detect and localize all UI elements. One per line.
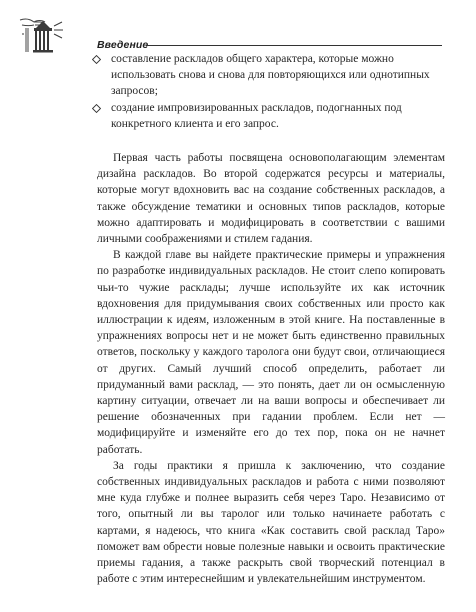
- paragraph: Первая часть работы посвящена основополагающим элементам дизайна раскладов. Во второй содержатся ресурсы и материалы, которые могут вдохновить вас на создание собственных раскладов, а также обсуждение тематики и основных типов раскладов, которые можно адаптировать и модифицировать в соответствии с вашими личными соображениями и стилем гадания.: [97, 152, 445, 246]
- paragraph: За годы практики я пришла к заключению, что создание собственных индивидуальных раскладов и работа с ними позволяют мне куда глубже и полнее выразить себя через Таро. Независимо от того, опытный ли вы таролог или только начинаете работать с картами, я надеюсь, что книга «Как составить свой расклад Таро» поможет вам обрести новые полезные навыки и освоить практические приемы гадания, а также раскрыть свой творческий потенциал в работе с этим интереснейшим и увлекательнейшим инструментом.: [97, 459, 445, 586]
- paragraph: В каждой главе вы найдете практические примеры и упражнения по разработке индивидуальных раскладов. Не стоит слепо копировать чьи-то чужие расклады; лучше используйте их как источник вдохновения для придумывания своих собственных или просто как иллюстрации к идеям, изложенным в этой книге. На поставленные в упражнениях вопросы нет и не может быть единственно правильных ответов, поскольку у каждого таролога они будут свои, отличающиеся от других. Самый лучший способ определить, работает ли придуманный вами расклад, — это понять, дает ли он осмысленную картину ситуации, отвечает ли на ваши вопросы и обеспечивает ли решение обозначенных при гадании проблем. Если нет — модифицируйте и изменяйте его до тех пор, пока он не начнет работать.: [97, 249, 445, 456]
- header-rule: [146, 45, 442, 46]
- diamond-bullet-icon: [92, 104, 101, 113]
- list-item: [92, 51, 444, 99]
- bullet-text: создание импровизированных раскладов, подогнанных под конкретного клиента и его запрос.: [111, 102, 402, 130]
- bullet-list: [92, 51, 444, 133]
- list-item: [92, 100, 444, 132]
- body-text: [97, 150, 445, 587]
- diamond-bullet-icon: [92, 55, 101, 64]
- running-head: Введение: [97, 39, 149, 51]
- hand-and-tower-ornament-icon: [18, 14, 64, 54]
- bullet-text: составление раскладов общего характера, которые можно использовать снова и снова для повторяющихся или однотипных запросов;: [111, 53, 430, 97]
